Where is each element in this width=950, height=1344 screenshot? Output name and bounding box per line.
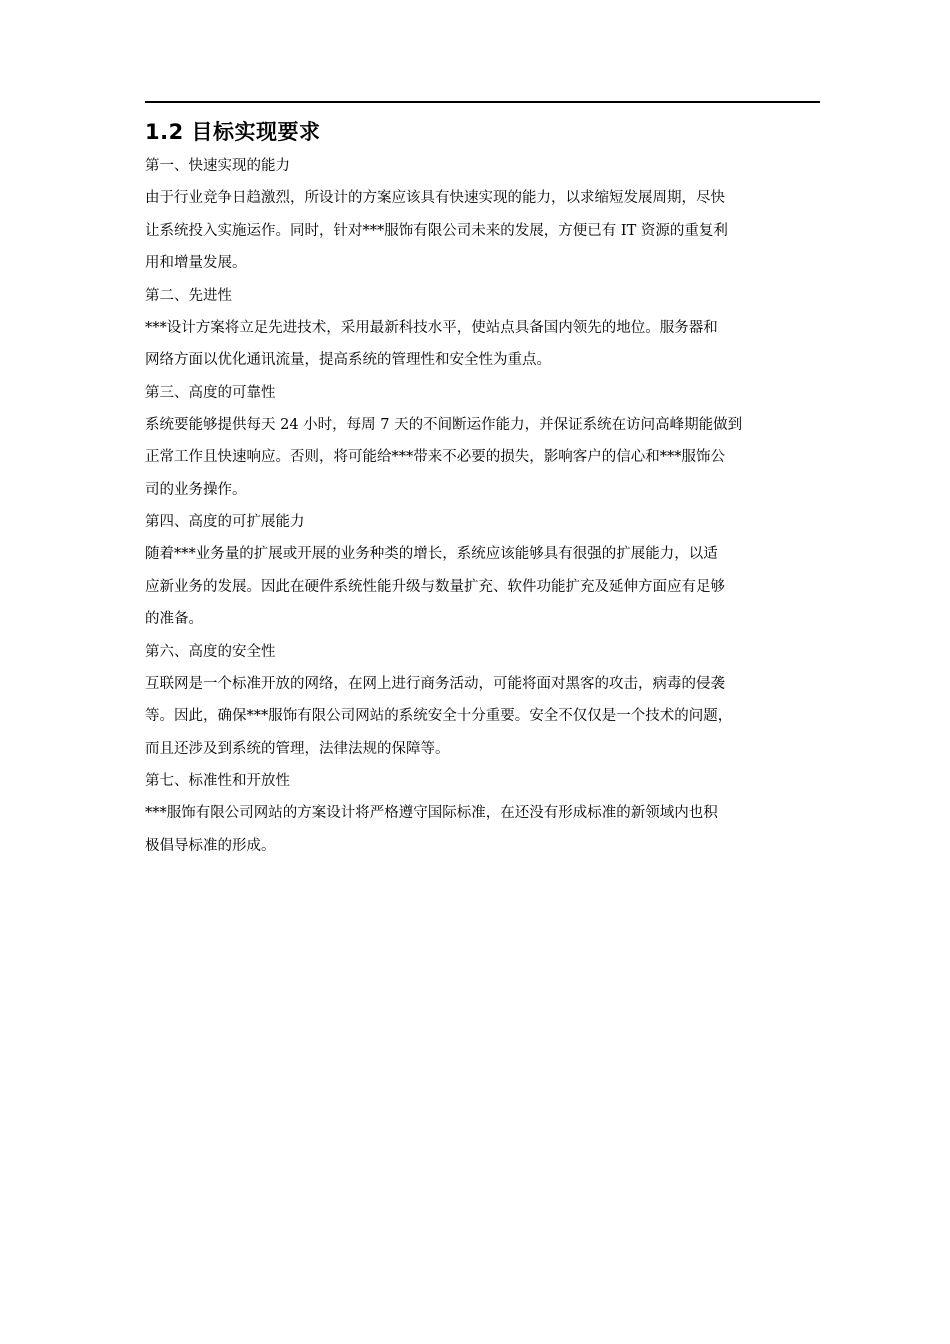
requirement-section [145, 636, 827, 766]
paragraph-line: 司的业务操作。 [145, 481, 247, 498]
requirement-title: 第二、先进性 [145, 287, 232, 304]
paragraph-line: 正常工作且快速响应。否则，将可能给***带来不必要的损失，影响客户的信心和***服饰公 [145, 449, 725, 465]
paragraph-line: 互联网是一个标准开放的网络，在网上进行商务活动，可能将面对黑客的攻击，病毒的侵袭 [145, 675, 725, 692]
paragraph-line: 的准备。 [145, 611, 203, 627]
paragraph-line: 随着***业务量的扩展或开展的业务种类的增长，系统应该能够具有很强的扩展能力，以适 [145, 546, 718, 562]
requirement-section [145, 280, 827, 377]
paragraph-line: ***设计方案将立足先进技术，采用最新科技水平，使站点具备国内领先的地位。服务器和 [145, 319, 718, 336]
paragraph-line: 用和增量发展。 [145, 255, 247, 271]
paragraph-line: 等。因此，确保***服饰有限公司网站的系统安全十分重要。安全不仅仅是一个技术的问题， [145, 708, 733, 724]
paragraph-line: 系统要能够提供每天 24 小时，每周 7 天的不间断运作能力，并保证系统在访问高峰期能做到 [145, 416, 743, 433]
requirements-list [145, 150, 827, 862]
paragraph-line: ***服饰有限公司网站的方案设计将严格遵守国际标准，在还没有形成标准的新领域内也积 [145, 805, 718, 821]
requirement-section [145, 377, 827, 507]
paragraph-line: 应新业务的发展。因此在硬件系统性能升级与数量扩充、软件功能扩充及延伸方面应有足够 [145, 578, 725, 595]
requirement-section [145, 150, 827, 280]
requirement-title: 第六、高度的安全性 [145, 643, 276, 660]
paragraph-line: 由于行业竞争日趋激烈，所设计的方案应该具有快速实现的能力，以求缩短发展周期，尽快 [145, 190, 725, 206]
requirement-title: 第三、高度的可靠性 [145, 384, 276, 401]
section-heading: 1.2 目标实现要求 [145, 120, 321, 144]
document-body [145, 118, 827, 862]
paragraph-line: 极倡导标准的形成。 [145, 837, 276, 854]
requirement-section [145, 506, 827, 636]
requirement-section [145, 765, 827, 862]
paragraph-line: 网络方面以优化通讯流量，提高系统的管理性和安全性为重点。 [145, 352, 551, 368]
requirement-title: 第四、高度的可扩展能力 [145, 514, 305, 530]
header-rule [145, 101, 820, 103]
paragraph-line: 让系统投入实施运作。同时，针对***服饰有限公司未来的发展，方便已有 IT 资源的重复利 [145, 222, 728, 239]
paragraph-line: 而且还涉及到系统的管理，法律法规的保障等。 [145, 740, 450, 757]
requirement-title: 第一、快速实现的能力 [145, 158, 290, 174]
requirement-title: 第七、标准性和开放性 [145, 773, 290, 789]
